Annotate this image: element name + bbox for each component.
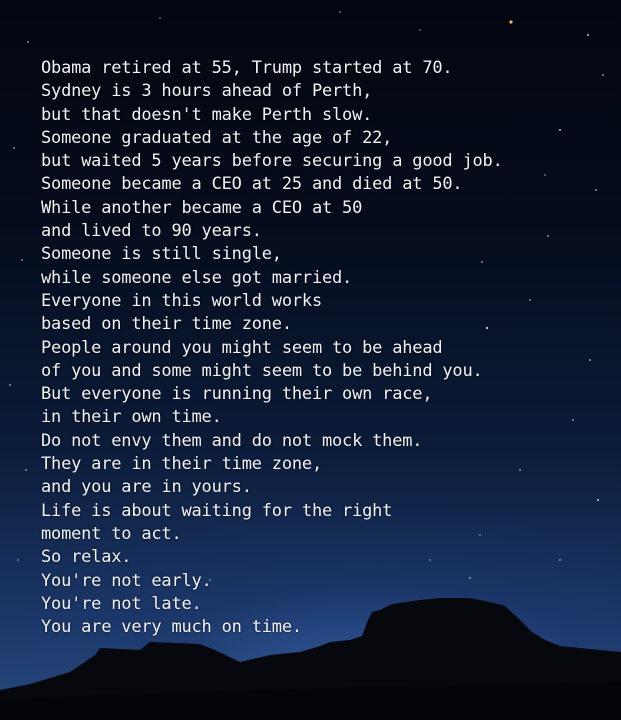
quote-text — [41, 57, 611, 639]
quote-line: in their own time. — [41, 407, 222, 428]
quote-line: of you and some might seem to be behind you. — [41, 360, 483, 381]
quote-line: but that doesn't make Perth slow. — [41, 104, 373, 125]
quote-line: Sydney is 3 hours ahead of Perth, — [41, 81, 373, 102]
quote-line: Do not envy them and do not mock them. — [41, 430, 423, 451]
quote-line: You are very much on time. — [41, 617, 302, 638]
quote-line: Someone graduated at the age of 22, — [41, 127, 393, 148]
quote-line: Life is about waiting for the right — [41, 500, 393, 521]
quote-line: Someone became a CEO at 25 and died at 50. — [41, 174, 463, 195]
quote-line: moment to act. — [41, 523, 182, 544]
quote-line: but waited 5 years before securing a good job. — [41, 151, 503, 172]
quote-line: Obama retired at 55, Trump started at 70. — [41, 58, 453, 78]
quote-line: Everyone in this world works — [41, 290, 322, 311]
quote-line: and lived to 90 years. — [41, 221, 262, 242]
quote-line: You're not early. — [41, 570, 212, 591]
quote-line: They are in their time zone, — [41, 454, 322, 475]
quote-line: While another became a CEO at 50 — [41, 197, 363, 218]
quote-line: and you are in yours. — [41, 477, 252, 498]
quote-line: based on their time zone. — [41, 314, 292, 335]
quote-line: So relax. — [41, 547, 132, 568]
quote-line: People around you might seem to be ahead — [41, 337, 443, 358]
quote-line: You're not late. — [41, 593, 202, 614]
quote-line: while someone else got married. — [41, 267, 353, 288]
quote-line: Someone is still single, — [41, 244, 282, 265]
quote-line: But everyone is running their own race, — [41, 384, 433, 405]
